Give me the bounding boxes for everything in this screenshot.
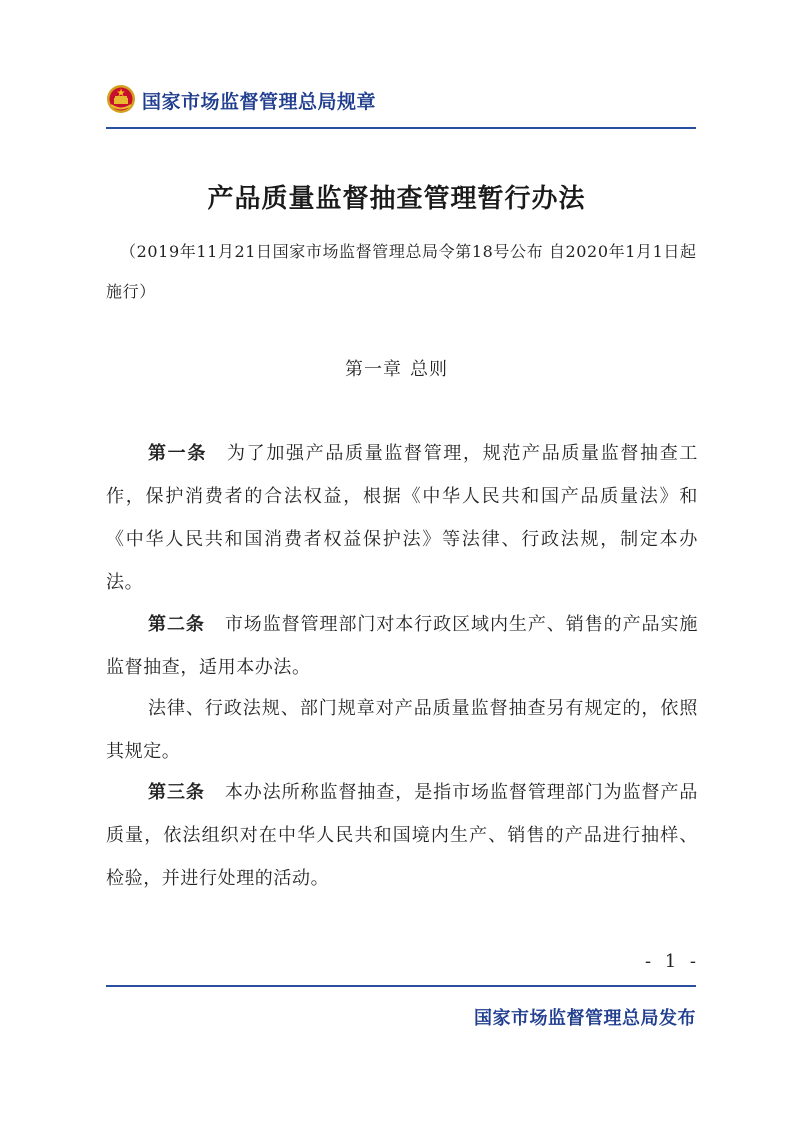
promulgation-note: （2019年11月21日国家市场监督管理总局令第18号公布 自2020年1月1日起施行） (106, 242, 697, 301)
article-label: 第三条 (148, 782, 205, 803)
article-text: 为了加强产品质量监督管理，规范产品质量监督抽查工作，保护消费者的合法权益，根据《中华人民共和国产品质量法》和《中华人民共和国消费者权益保护法》等法律、行政法规，制定本办法。 (106, 443, 698, 593)
page-number: - 1 - (644, 951, 700, 972)
chapter-name: 总则 (410, 359, 448, 380)
footer-divider (106, 985, 696, 987)
article-paragraph (106, 603, 698, 689)
header-title: 国家市场监督管理总局规章 (142, 91, 377, 113)
article-paragraph (106, 771, 698, 900)
chapter-heading (0, 355, 793, 381)
national-emblem-icon (106, 84, 136, 114)
article-label: 第二条 (148, 614, 205, 635)
article-label: 第一条 (148, 443, 208, 464)
article-paragraph (106, 432, 698, 604)
header-divider (106, 127, 696, 129)
page-header (106, 84, 696, 122)
article-text: 法律、行政法规、部门规章对产品质量监督抽查另有规定的，依照其规定。 (106, 698, 698, 762)
article-text: 本办法所称监督抽查，是指市场监督管理部门为监督产品质量，依法组织对在中华人民共和国境内生产、销售的产品进行抽样、检验，并进行处理的活动。 (106, 782, 698, 889)
document-title: 产品质量监督抽查管理暂行办法 (207, 184, 586, 214)
article-text: 市场监督管理部门对本行政区域内生产、销售的产品实施监督抽查，适用本办法。 (106, 614, 698, 678)
chapter-label: 第一章 (345, 359, 402, 380)
footer-publisher: 国家市场监督管理总局发布 (474, 1008, 696, 1029)
article-paragraph (106, 687, 698, 773)
